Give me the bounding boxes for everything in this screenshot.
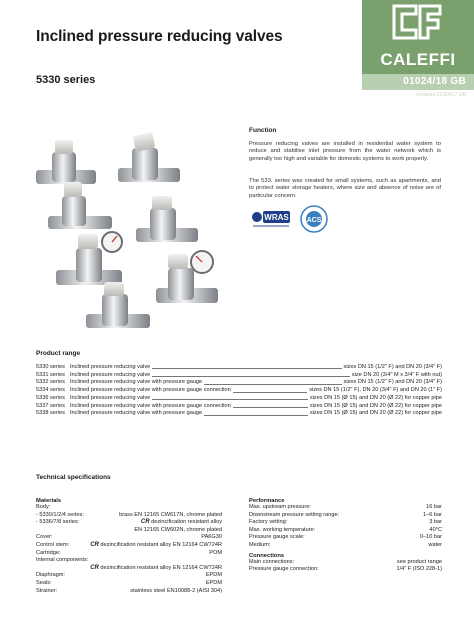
product-range-row: [36, 379, 442, 387]
acs-logo-icon: [299, 204, 329, 234]
product-range-row: [36, 403, 442, 411]
range-code: 5330 series: [36, 364, 65, 370]
performance-heading: Performance: [249, 498, 285, 504]
material-row: [36, 557, 222, 565]
material-row: [36, 527, 222, 535]
range-code: 5338 series: [36, 410, 65, 417]
technical-heading: Technical specifications: [36, 474, 111, 481]
cr-symbol-icon: CR: [90, 541, 99, 548]
range-code: 5332 series: [36, 379, 65, 386]
material-row: [36, 512, 222, 520]
performance-row: [249, 504, 442, 512]
product-range-row: [36, 387, 442, 395]
material-value: CR dezincification resistant alloy EN 12164 CW724R: [90, 541, 222, 548]
material-label: Body:: [36, 504, 51, 510]
valve-image-6: [156, 251, 218, 303]
product-range-heading: Product range: [36, 350, 81, 357]
range-leader-line: [152, 372, 350, 377]
range-size: size DN 20 (3/4" M x 3/4" F with nut): [351, 371, 442, 378]
performance-row: [249, 527, 442, 535]
series-title: 5330 series: [36, 74, 96, 86]
performance-label: Medium:: [249, 541, 271, 548]
performance-value: 0–10 bar: [419, 534, 442, 541]
range-code: 5336 series: [36, 394, 65, 401]
page-title: Inclined pressure reducing valves: [36, 28, 283, 45]
product-range-row: [36, 395, 442, 403]
material-row: [36, 565, 222, 573]
range-size: sizes DN 15 (1/2" F) and DN 20 (3/4" F): [343, 364, 442, 370]
connection-row: [249, 559, 442, 567]
material-label: Internal components:: [36, 557, 89, 564]
performance-label: Max. working temperature:: [249, 526, 316, 533]
range-description: Inclined pressure reducing valve with pressure gauge connection: [70, 387, 231, 394]
material-label: - 5330/1/2/4 series:: [36, 511, 84, 518]
connections-heading: Connections: [249, 552, 285, 559]
material-row: [36, 504, 222, 512]
performance-row: [249, 534, 442, 542]
range-size: sizes DN 15 (Ø 15) and DN 20 (Ø 22) for copper pipe: [309, 402, 442, 409]
material-label: - 5336/7/8 series:: [36, 519, 80, 526]
material-row: [36, 542, 222, 550]
wras-logo: [251, 208, 291, 230]
valve-image-5: [56, 232, 122, 285]
acs-logo: [299, 204, 329, 234]
performance-value: 16 bar: [426, 504, 442, 510]
range-leader-line: [152, 395, 308, 400]
material-label: Strainer:: [36, 587, 58, 594]
valve-image-2: [118, 132, 180, 182]
material-row: [36, 580, 222, 588]
range-leader-line: [152, 364, 341, 369]
performance-value: 40°C: [429, 526, 442, 533]
valve-image-7: [86, 282, 150, 328]
connection-label: Pressure gauge connection:: [249, 566, 319, 573]
material-value: EN 12165 CW602N, chrome plated: [134, 526, 222, 533]
connection-value: see product range: [396, 558, 442, 565]
material-label: Cover:: [36, 534, 53, 541]
range-code: 5334 series: [36, 387, 65, 394]
performance-row: [249, 519, 442, 527]
function-paragraph-1: Pressure reducing valves are installed in residential water system to reduce and stabilise inlet pressure from the water network which is generally too high and variable for domestic systems to work properly.: [249, 141, 441, 162]
range-code: 5331 series: [36, 371, 65, 378]
performance-list: [249, 504, 442, 550]
range-leader-line: [233, 403, 308, 408]
range-size: sizes DN 15 (Ø 15) and DN 20 (Ø 22) for copper pipe: [309, 394, 442, 401]
performance-row: [249, 542, 442, 550]
performance-column: [249, 498, 442, 574]
material-value: brass EN 12165 CW617N, chrome plated: [119, 511, 222, 518]
range-description: Inclined pressure reducing valve: [70, 394, 151, 401]
material-label: Control stem:: [36, 541, 70, 548]
cr-symbol-icon: CR: [140, 519, 150, 526]
material-value: CR dezincification resistant alloy: [140, 519, 222, 526]
material-label: Cartridge:: [36, 549, 61, 556]
material-row: [36, 550, 222, 558]
doc-code: 01024/18 GB: [403, 76, 466, 87]
performance-label: Pressure gauge scale:: [249, 534, 305, 541]
range-size: sizes DN 15 (Ø 15) and DN 20 (Ø 22) for copper pipe: [309, 410, 442, 417]
material-value: EPDM: [205, 572, 222, 579]
product-photo: [28, 130, 228, 340]
material-row: [36, 588, 222, 596]
valve-image-1: [36, 140, 96, 184]
material-row: [36, 572, 222, 580]
function-heading: Function: [249, 127, 277, 134]
performance-value: 1–6 bar: [423, 511, 442, 518]
performance-label: Max. upstream pressure:: [249, 504, 311, 510]
range-code: 5337 series: [36, 402, 65, 409]
valve-image-3: [48, 182, 112, 229]
range-description: Inclined pressure reducing valve with pressure gauge: [70, 379, 203, 386]
connection-row: [249, 566, 442, 574]
range-leader-line: [204, 410, 308, 415]
material-value: EPDM: [205, 579, 222, 586]
brand-name: CALEFFI: [380, 50, 456, 69]
range-description: Inclined pressure reducing valve with pressure gauge connection: [70, 402, 231, 409]
wras-label: WRAS: [264, 213, 289, 222]
range-description: Inclined pressure reducing valve: [70, 364, 151, 370]
function-paragraph-2: The 533. series was created for small systems, such as apartments, and to protect water storage heaters, where size and absence of noise are of particular concern.: [249, 178, 441, 199]
cr-symbol-icon: CR: [90, 564, 99, 571]
material-row: [36, 534, 222, 542]
range-leader-line: [233, 387, 307, 392]
range-size: sizes DN 15 (1/2" F), DN 20 (3/4" F) and DN 20 (1" F): [309, 387, 442, 394]
acs-label: ACS: [306, 217, 322, 224]
range-size: sizes DN 15 (1/2" F) and DN 20 (3/4" F): [343, 379, 442, 386]
replaces-note: replaces 01024/17 GB: [416, 92, 466, 98]
performance-row: [249, 512, 442, 520]
material-value: PA6G30: [201, 534, 222, 541]
materials-list: [36, 504, 222, 595]
material-row: [36, 519, 222, 527]
material-value: CR dezincification resistant alloy EN 12164 CW724R: [90, 564, 222, 571]
valve-image-4: [136, 196, 198, 242]
performance-value: 3 bar: [429, 519, 442, 526]
material-label: Diaphragm:: [36, 572, 65, 579]
range-leader-line: [204, 379, 341, 384]
range-description: Inclined pressure reducing valve: [70, 371, 151, 378]
product-range-row: [36, 364, 442, 372]
performance-label: Factory setting:: [249, 519, 288, 526]
range-description: Inclined pressure reducing valve with pressure gauge: [70, 410, 203, 417]
connections-list: [249, 559, 442, 574]
performance-value: water: [428, 541, 442, 548]
materials-heading: Materials: [36, 498, 62, 504]
connection-value: 1/4" F (ISO 228-1): [396, 566, 442, 573]
product-range-row: [36, 372, 442, 380]
material-value: POM: [209, 549, 222, 556]
material-label: Seals:: [36, 579, 52, 586]
performance-label: Downstream pressure setting range:: [249, 511, 340, 518]
wras-logo-icon: [251, 208, 291, 230]
connection-label: Main connections:: [249, 558, 295, 565]
caleffi-logo-icon: [388, 2, 446, 42]
material-value: stainless steel EN10088-2 (AISI 304): [130, 587, 222, 594]
materials-column: [36, 498, 222, 595]
product-range-row: [36, 410, 442, 418]
